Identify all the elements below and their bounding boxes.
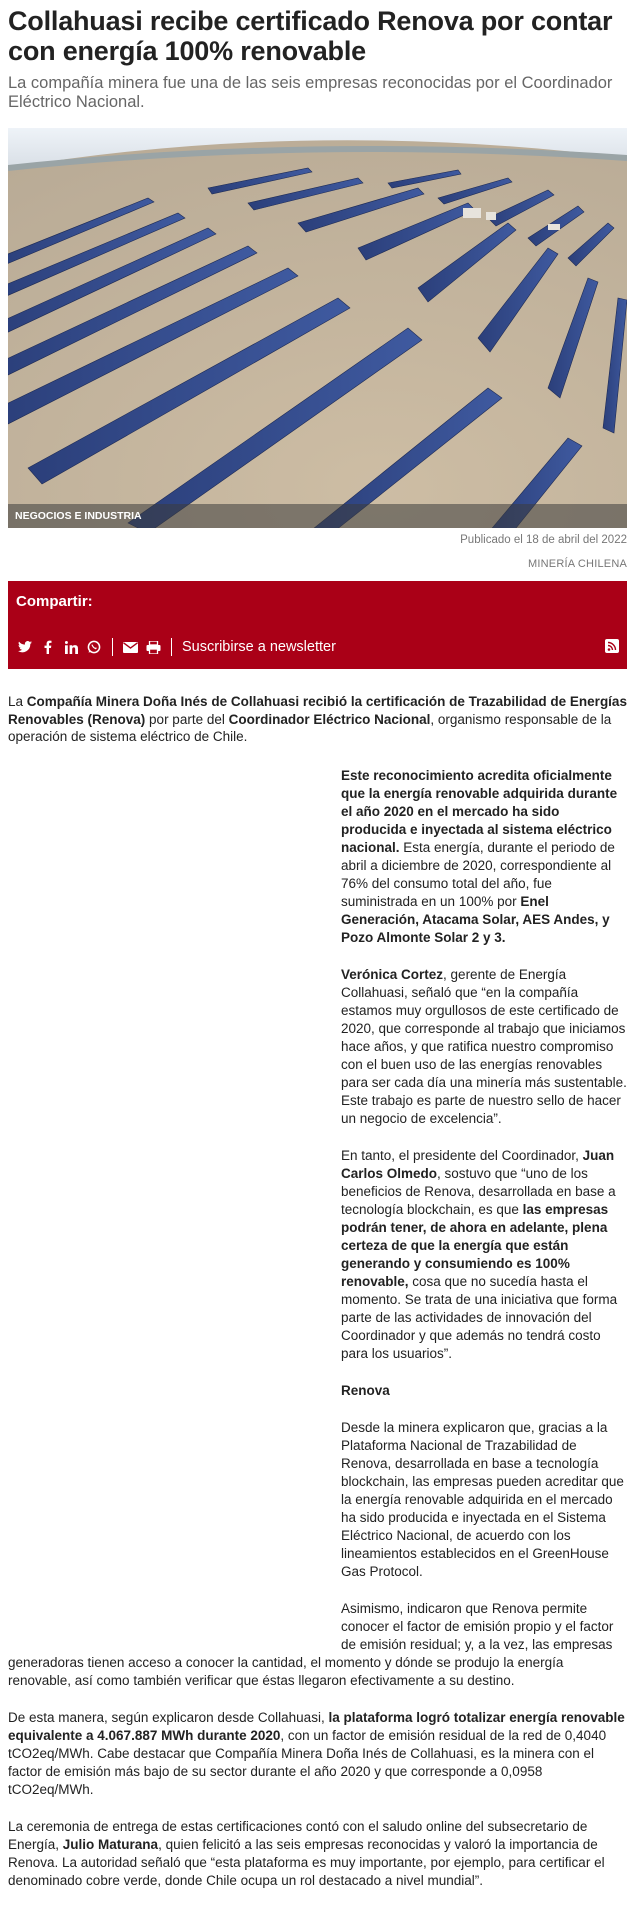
bold-text: Este reconocimiento acredita oficialmente que la energía renovable adquirida durante el año 2020 en el mercado ha sido producida e inyectada al sistema eléctrico nacional. [341, 767, 618, 855]
bold-text: Verónica Cortez [341, 966, 444, 982]
email-icon[interactable] [121, 638, 139, 656]
text: , sostuvo que “uno de los beneficios de Renova, desarrollada en base a tecnología blockchain, es que [341, 1165, 616, 1217]
paragraph-recognition [341, 767, 627, 947]
text: De esta manera, según explicaron desde Collahuasi, [8, 1709, 329, 1725]
paragraph-totals [8, 1709, 627, 1799]
article-subtitle: La compañía minera fue una de las seis empresas reconocidas por el Coordinador Eléctrico Nacional. [8, 74, 613, 111]
publish-date: Publicado el 18 de abril del 2022 [460, 534, 627, 546]
bold-text: Juan Carlos Olmedo [341, 1147, 615, 1181]
text: cosa que no sucedía hasta el momento. Se trata de una iniciativa que forma parte de las actividades de innovación del Coordinador y que además no tendrá costo para los usuarios”. [341, 1273, 618, 1361]
print-icon[interactable] [144, 638, 162, 656]
text: La ceremonia de entrega de estas certificaciones contó con el saludo online del subsecretario de Energía, [8, 1818, 588, 1852]
paragraph-factor-cont: generadoras tienen acceso a conocer la cantidad, el momento y dónde se produjo la energía renovable, así como también verificar que éstas llegaron efectivamente a su destino. [8, 1654, 564, 1688]
paragraph-cortez [341, 966, 627, 1128]
text: , gerente de Energía Collahuasi, señaló que “en la compañía estamos muy orgullosos de este certificado de 2020, que corresponde al trabajo que iniciamos hace años, y que ratifica nuestro compromiso con el buen uso de las energías renovables para ser cada día una minería más sustentable. Este trabajo es parte de nuestro sello de hacer un negocio de excelencia”. [341, 966, 627, 1126]
article [0, 6, 635, 1890]
text: Esta energía, durante el periodo de abril a diciembre de 2020, correspondiente al 76% del consumo total del año, fue suministrada en un 100% por [341, 839, 615, 909]
heading-text: Renova [341, 1382, 390, 1398]
bold-text: las empresas podrán tener, de ahora en adelante, plena certeza de que la energía que están generando y consumiendo es 100% renovable, [341, 1201, 609, 1289]
text: , con un factor de emisión residual de la red de 0,4040 tCO2eq/MWh. Cabe destacar que Compañía Minera Doña Inés de Collahuasi, es la minera con el factor de emisión más bajo de su sector durante el año 2020 y que corresponde a 0,0958 tCO2eq/MWh. [8, 1727, 607, 1797]
bold-text: Coordinador Eléctrico Nacional [228, 711, 431, 727]
source-label: MINERÍA CHILENA [528, 558, 627, 570]
newsletter-link[interactable]: Suscribirse a newsletter [182, 639, 336, 655]
rss-icon[interactable] [605, 639, 619, 653]
bold-text: Enel Generación, Atacama Solar, AES Andes, y Pozo Almonte Solar 2 y 3. [341, 893, 610, 945]
whatsapp-icon[interactable] [85, 638, 103, 656]
share-divider [112, 638, 113, 656]
twitter-icon[interactable] [16, 638, 34, 656]
paragraph-factor: Asimismo, indicaron que Renova permite conocer el factor de emisión propio y el factor de emisión residual; y, a la vez, las empresas [341, 1600, 614, 1652]
paragraph-renova: Desde la minera explicaron que, gracias a la Plataforma Nacional de Trazabilidad de Renova, desarrollada en base a tecnología blockchain, las empresas pueden acreditar que la energía renovable adquirida en el mercado ha sido producida e inyectada en el Sistema Eléctrico Nacional, de acuerdo con los lineamientos establecidos en el GreenHouse Gas Protocol. [341, 1419, 624, 1579]
hero-image [8, 128, 627, 528]
share-actions [16, 637, 619, 657]
text: , quien felicitó a las seis empresas reconocidas y valoró la importancia de Renova. La autoridad señaló que “esta plataforma es muy importante, por ejemplo, para certificar el denominado cobre verde, donde Chile ocupa un rol destacado a nivel mundial”. [8, 1836, 605, 1888]
share-title: Compartir: [16, 593, 93, 610]
paragraph-intro [8, 693, 627, 746]
category-label: NEGOCIOS E INDUSTRIA [8, 504, 627, 528]
text: En tanto, el presidente del Coordinador, [341, 1147, 583, 1163]
bold-text: la plataforma logró totalizar energía renovable equivalente a 4.067.887 MWh durante 2020 [8, 1709, 625, 1743]
text: La [8, 694, 27, 709]
right-column [341, 767, 627, 1654]
bold-text: Julio Maturana [62, 1836, 159, 1852]
bold-text: Compañía Minera Doña Inés de Collahuasi recibió la certificación de Trazabilidad de Energías Renovables (Renova) [8, 694, 627, 727]
share-bar [8, 581, 627, 669]
paragraph-ceremony [8, 1818, 627, 1890]
text: , organismo responsable de la operación de sistema eléctrico de Chile. [8, 711, 612, 744]
linkedin-icon[interactable] [62, 638, 80, 656]
share-divider [171, 638, 172, 656]
article-title: Collahuasi recibe certificado Renova por contar con energía 100% renovable [8, 6, 613, 66]
paragraph-olmedo [341, 1147, 627, 1363]
text: por parte del [145, 711, 229, 727]
solar-farm-photo [8, 128, 627, 528]
section-heading [341, 1382, 627, 1400]
facebook-icon[interactable] [39, 638, 57, 656]
